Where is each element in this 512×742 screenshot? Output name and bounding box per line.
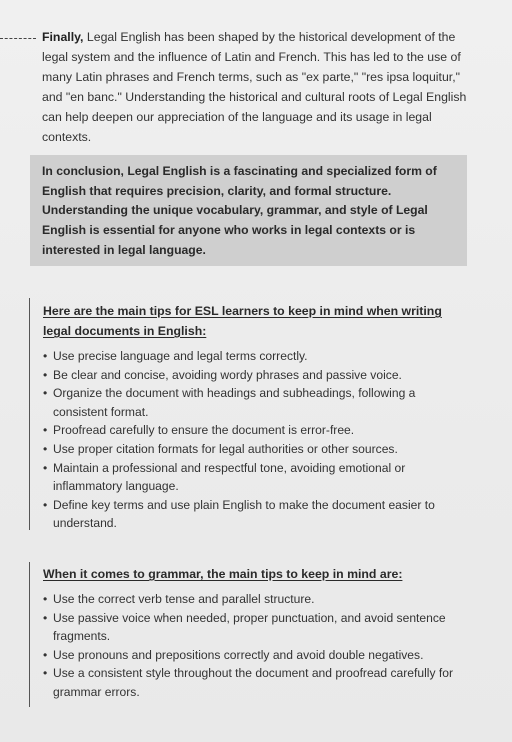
writing-tips-heading: Here are the main tips for ESL learners to keep in mind when writing legal documents in English: (43, 304, 442, 338)
list-item: • Use proper citation formats for legal authorities or other sources. (43, 440, 469, 459)
conclusion-text: In conclusion, Legal English is a fascinating and specialized form of English that requires precision, clarity, and formal structure. Understanding the unique vocabulary, grammar, and style of Legal English is essential for anyone who works in legal contexts or is interested in legal language. (42, 164, 437, 257)
writing-tips-section (29, 298, 469, 530)
list-item: • Organize the document with headings and subheadings, following a consistent format. (43, 384, 469, 421)
list-item: • Use pronouns and prepositions correctly and avoid double negatives. (43, 646, 469, 665)
grammar-tips-section (29, 562, 469, 707)
conclusion-box (30, 155, 467, 266)
intro-lead: Finally, (42, 30, 84, 44)
list-item: • Use a consistent style throughout the document and proofread carefully for grammar errors. (43, 664, 469, 701)
list-item: • Use the correct verb tense and parallel structure. (43, 590, 469, 609)
list-item: • Define key terms and use plain English to make the document easier to understand. (43, 496, 469, 533)
list-item: • Proofread carefully to ensure the document is error-free. (43, 421, 469, 440)
intro-text: Legal English has been shaped by the historical development of the legal system and the influence of Latin and French. This has led to the use of many Latin phrases and French terms, such as "ex parte," "res ipsa loquitur," and "en banc." Understanding the historical and cultural roots of Legal English can help deepen our appreciation of the language and its usage in legal contexts. (42, 30, 467, 144)
writing-tips-list (43, 347, 469, 533)
list-item: • Maintain a professional and respectful tone, avoiding emotional or inflammatory language. (43, 459, 469, 496)
list-item: • Be clear and concise, avoiding wordy phrases and passive voice. (43, 366, 469, 385)
list-item: • Use precise language and legal terms correctly. (43, 347, 469, 366)
intro-paragraph (42, 27, 482, 147)
grammar-tips-heading: When it comes to grammar, the main tips to keep in mind are: (43, 567, 403, 581)
list-item: • Use passive voice when needed, proper punctuation, and avoid sentence fragments. (43, 609, 469, 646)
section-divider-dash (0, 38, 36, 39)
grammar-tips-list (43, 590, 469, 702)
